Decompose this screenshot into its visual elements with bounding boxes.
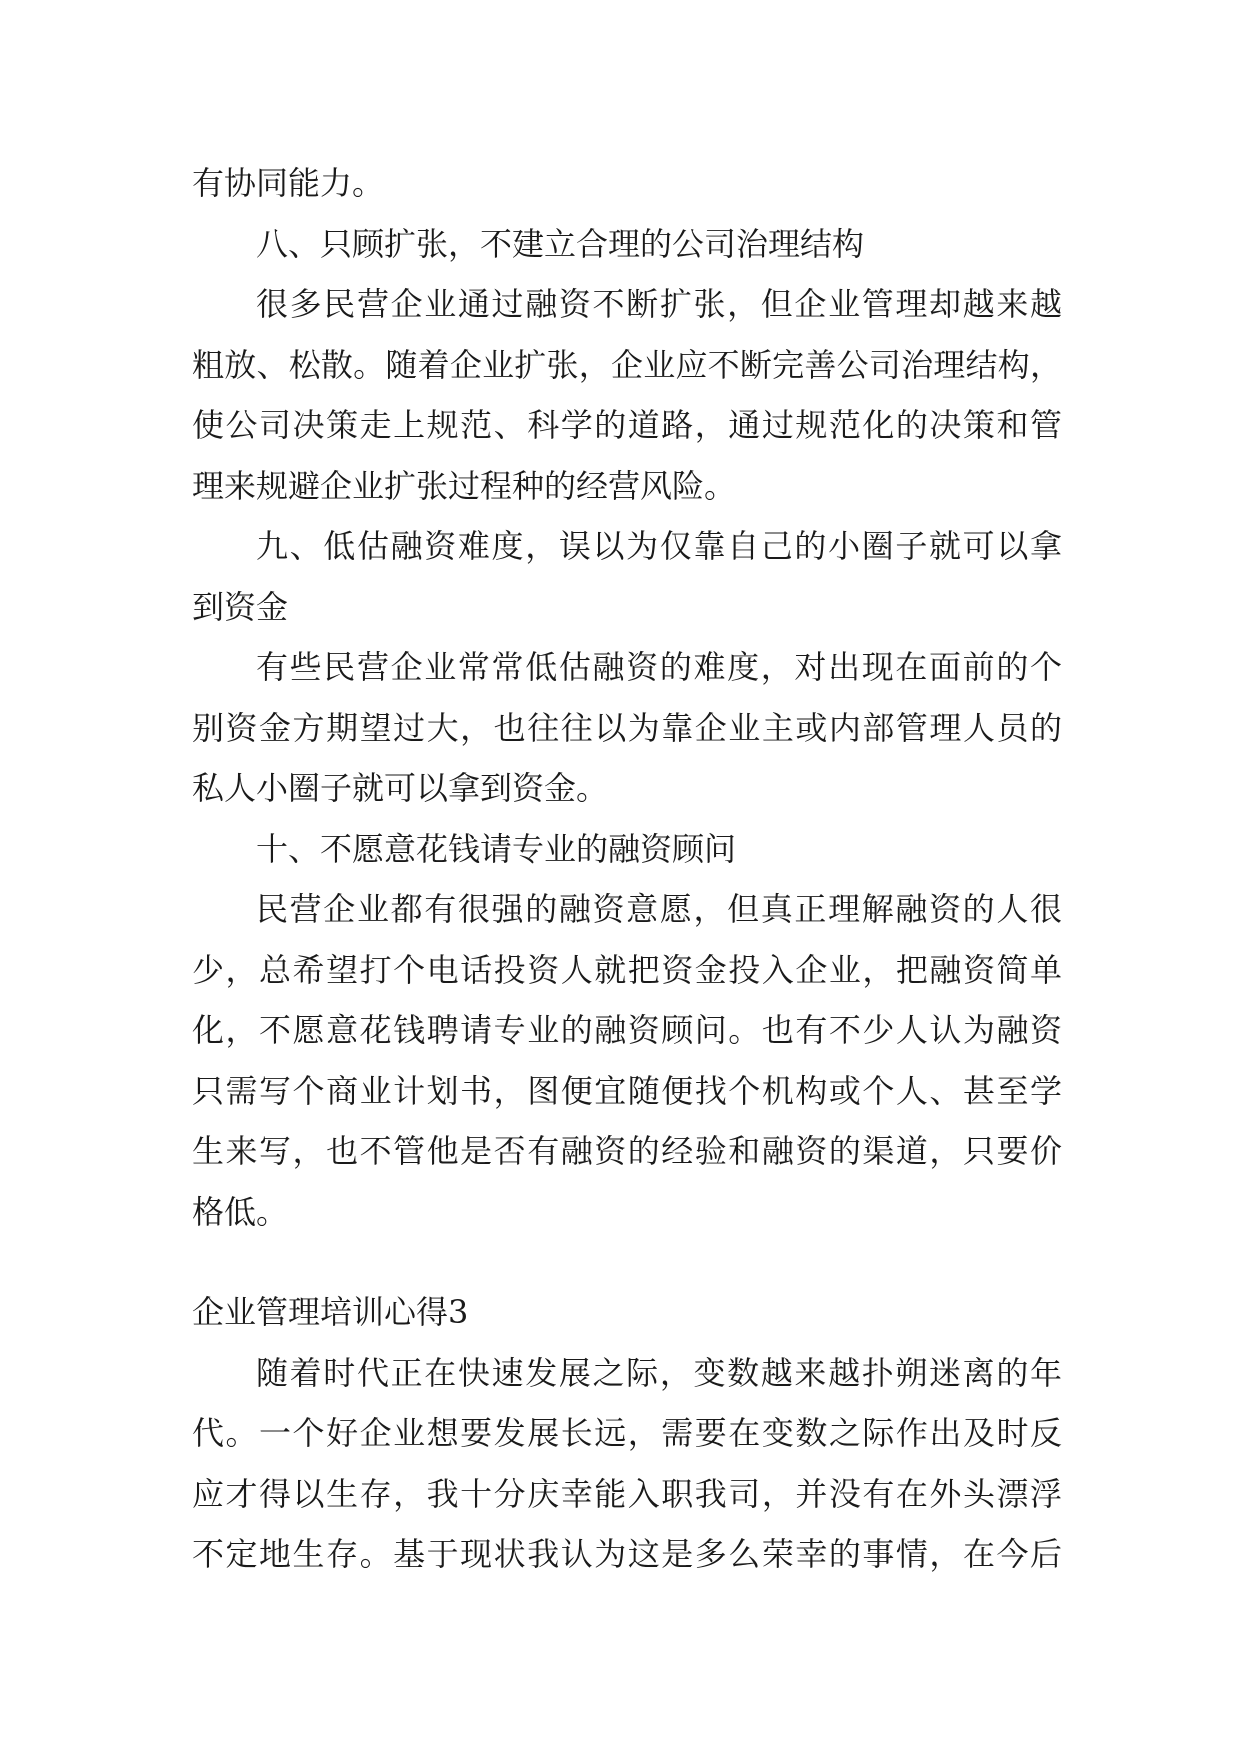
text-line: 化，不愿意花钱聘请专业的融资顾问。也有不少人认为融资 (192, 1011, 1062, 1049)
text-line: 不定地生存。基于现状我认为这是多么荣幸的事情，在今后 (192, 1535, 1062, 1573)
text-line: 随着时代正在快速发展之际，变数越来越扑朔迷离的年 (256, 1354, 1062, 1392)
text-line: 应才得以生存，我十分庆幸能入职我司，并没有在外头漂浮 (192, 1475, 1062, 1513)
section-heading: 八、只顾扩张，不建立合理的公司治理结构 (256, 225, 865, 263)
article-title: 企业管理培训心得3 (192, 1293, 469, 1331)
text-line: 有些民营企业常常低估融资的难度，对出现在面前的个 (256, 648, 1062, 686)
text-line: 只需写个商业计划书，图便宜随便找个机构或个人、甚至学 (192, 1072, 1062, 1110)
text-line: 使公司决策走上规范、科学的道路，通过规范化的决策和管 (192, 406, 1062, 444)
text-line: 别资金方期望过大，也往往以为靠企业主或内部管理人员的 (192, 709, 1062, 747)
text-line: 代。一个好企业想要发展长远，需要在变数之际作出及时反 (192, 1414, 1062, 1452)
section-heading-continued: 到资金 (192, 588, 289, 626)
text-line: 理来规避企业扩张过程种的经营风险。 (192, 467, 737, 505)
text-line: 格低。 (192, 1193, 289, 1231)
text-line: 私人小圈子就可以拿到资金。 (192, 769, 609, 807)
text-line: 生来写，也不管他是否有融资的经验和融资的渠道，只要价 (192, 1132, 1062, 1170)
section-heading: 十、不愿意花钱请专业的融资顾问 (256, 830, 737, 868)
text-line: 粗放、松散。随着企业扩张，企业应不断完善公司治理结构， (192, 346, 1062, 384)
text-line: 民营企业都有很强的融资意愿，但真正理解融资的人很 (256, 890, 1062, 928)
section-heading: 九、低估融资难度，误以为仅靠自己的小圈子就可以拿 (256, 527, 1062, 565)
text-line: 很多民营企业通过融资不断扩张，但企业管理却越来越 (256, 285, 1062, 323)
text-line: 少，总希望打个电话投资人就把资金投入企业，把融资简单 (192, 951, 1062, 989)
text-line: 有协同能力。 (192, 164, 385, 202)
